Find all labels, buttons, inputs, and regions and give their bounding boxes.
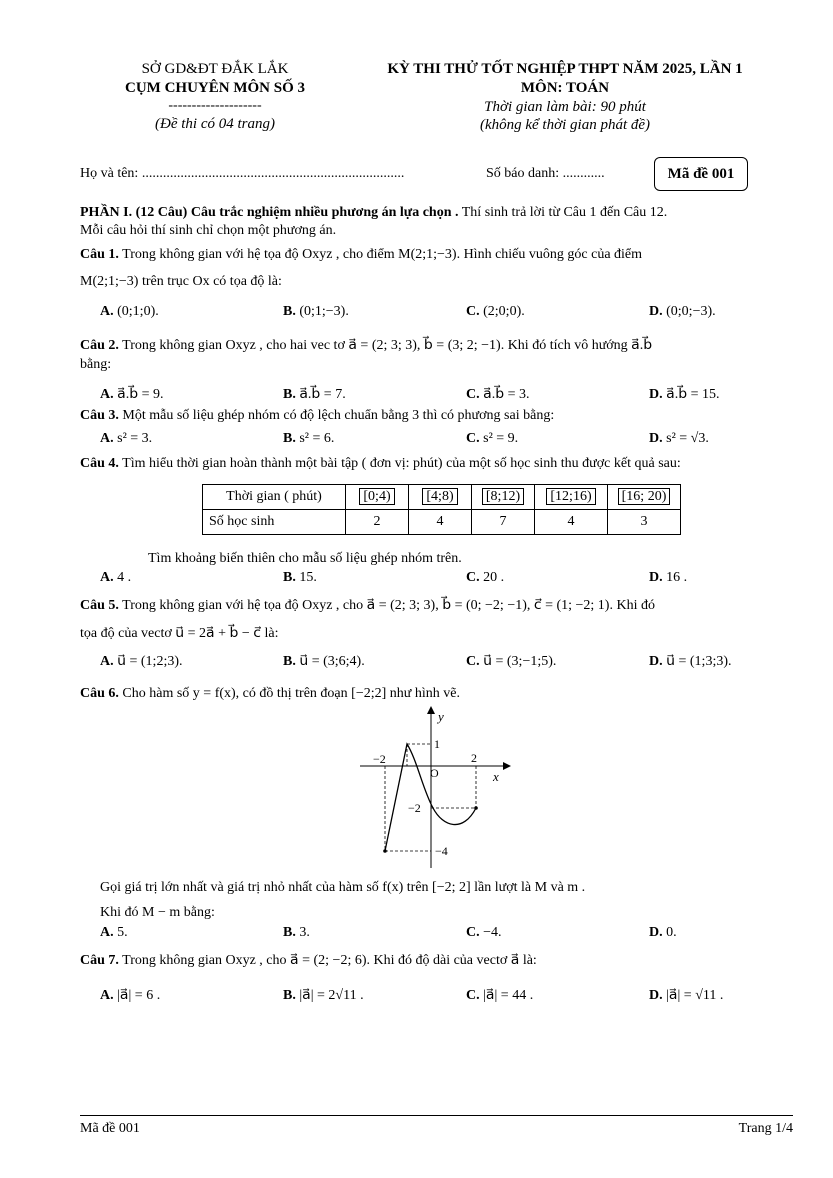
student-name-field: Họ và tên: ........................................................................... (80, 166, 405, 181)
table-cell: [4;8) (409, 485, 472, 510)
page-count-note: (Đề thi có 04 trang) (155, 116, 275, 132)
table-cell: [16; 20) (608, 485, 681, 510)
tick-label: −4 (435, 844, 448, 858)
dept-name: SỞ GD&ĐT ĐẮK LẮK (141, 61, 289, 77)
q6-question-line1: Gọi giá trị lớn nhất và giá trị nhỏ nhất của hàm số f(x) trên [−2; 2] lần lượt là M và m . (100, 880, 586, 895)
table-cell: 2 (346, 510, 409, 535)
time-note: (không kể thời gian phát đề) (479, 117, 651, 133)
table-cell: 4 (535, 510, 608, 535)
table-cell: [0;4) (346, 485, 409, 510)
table-cell: 4 (409, 510, 472, 535)
tick-label: 2 (471, 751, 477, 765)
table-cell: [8;12) (472, 485, 535, 510)
q5-stem-line1 (80, 597, 655, 614)
q5-option-b[interactable]: B. u⃗ = (3;6;4). (283, 654, 365, 669)
q4-option-b[interactable]: B. 15. (283, 570, 317, 585)
q3-label: Câu 3. (80, 408, 119, 423)
q2-text1: Trong không gian Oxyz , cho hai vec tơ a⃗ = (2; 3; 3), b⃗ = (3; 2; −1). Khi đó tích vô hướng a⃗.b⃗ (118, 338, 653, 353)
q6-option-b[interactable]: B. 3. (283, 925, 310, 940)
time-allowed: Thời gian làm bài: 90 phút (484, 99, 646, 115)
q5-option-a[interactable]: A. u⃗ = (1;2;3). (100, 654, 183, 669)
q6-option-a[interactable]: A. 5. (100, 925, 128, 940)
origin-label: O (430, 766, 439, 780)
q7-option-a[interactable]: A. |a⃗| = 6 . (100, 988, 161, 1003)
q1-option-a[interactable]: A. (0;1;0). (100, 304, 159, 319)
q1-option-c[interactable]: C. (2;0;0). (466, 304, 525, 319)
q6-question-line2: Khi đó M − m bằng: (100, 905, 215, 920)
table-cell: 7 (472, 510, 535, 535)
q7-option-b[interactable]: B. |a⃗| = 2√11 . (283, 988, 364, 1003)
exam-code-box (654, 157, 748, 191)
q4-option-a[interactable]: A. 4 . (100, 570, 132, 585)
tick-label: 1 (434, 737, 440, 751)
table-header-count: Số học sinh (203, 510, 346, 535)
table-cell: 3 (608, 510, 681, 535)
q4-text1: Tìm hiểu thời gian hoàn thành một bài tập ( đơn vị: phút) của một số học sinh thu được kết quả sau: (118, 456, 681, 471)
q6-label: Câu 6. (80, 686, 119, 701)
tick-label: −2 (408, 801, 421, 815)
student-id-field: Số báo danh: ............ (486, 166, 605, 181)
cluster-name: CỤM CHUYÊN MÔN SỐ 3 (125, 80, 305, 96)
table-cell: [12;16) (535, 485, 608, 510)
exam-code: Mã đề 001 (667, 165, 735, 182)
q7-option-c[interactable]: C. |a⃗| = 44 . (466, 988, 534, 1003)
q4-option-d[interactable]: D. 16 . (649, 570, 688, 585)
q5-text1: Trong không gian với hệ tọa độ Oxyz , cho a⃗ = (2; 3; 3), b⃗ = (0; −2; −1), c⃗ = (1; −2; 1). Khi đó (118, 598, 655, 613)
table-header-time: Thời gian ( phút) (203, 485, 346, 510)
q7-label: Câu 7. (80, 953, 119, 968)
q6-option-d[interactable]: D. 0. (649, 925, 677, 940)
q1-option-d[interactable]: D. (0;0;−3). (649, 304, 716, 319)
frequency-table (202, 484, 681, 535)
footer-divider (80, 1115, 793, 1116)
q6-text1: Cho hàm số y = f(x), có đồ thị trên đoạn [−2;2] như hình vẽ. (118, 686, 460, 701)
tick-label: −2 (373, 752, 386, 766)
q1-stem-line1 (80, 247, 642, 263)
footer-exam-code: Mã đề 001 (80, 1121, 140, 1136)
q5-label: Câu 5. (80, 598, 119, 613)
q4-question: Tìm khoảng biến thiên cho mẫu số liệu ghép nhóm trên. (148, 551, 462, 566)
part1-title-rest: Thí sinh trả lời từ Câu 1 đến Câu 12. (458, 205, 668, 220)
q3-stem (80, 408, 554, 424)
q1-stem-line2: M(2;1;−3) trên trục Ox có tọa độ là: (80, 274, 282, 289)
q3-option-b[interactable]: B. s² = 6. (283, 431, 335, 446)
q1-text1: Trong không gian với hệ tọa độ Oxyz , cho điểm M(2;1;−3). Hình chiếu vuông góc của điểm (118, 247, 643, 262)
q2-stem-line2: bằng: (80, 357, 112, 372)
q4-stem (80, 456, 681, 472)
table-row (203, 510, 681, 535)
q3-text1: Một mẫu số liệu ghép nhóm có độ lệch chuẩn bằng 3 thì có phương sai bằng: (118, 408, 555, 423)
q2-option-b[interactable]: B. a⃗.b⃗ = 7. (283, 387, 346, 402)
q2-option-a[interactable]: A. a⃗.b⃗ = 9. (100, 387, 164, 402)
q7-option-d[interactable]: D. |a⃗| = √11 . (649, 988, 724, 1003)
q2-label: Câu 2. (80, 338, 119, 353)
exam-title: KỲ THI THỬ TỐT NGHIỆP THPT NĂM 2025, LẦN 1 (387, 61, 743, 77)
q7-stem (80, 952, 537, 969)
part1-instruction: Mỗi câu hỏi thí sinh chỉ chọn một phương án. (80, 223, 337, 238)
q2-option-d[interactable]: D. a⃗.b⃗ = 15. (649, 387, 720, 402)
q6-option-c[interactable]: C. −4. (466, 925, 502, 940)
q3-option-a[interactable]: A. s² = 3. (100, 431, 153, 446)
header-left (90, 60, 340, 134)
q7-text1: Trong không gian Oxyz , cho a⃗ = (2; −2; 6). Khi đó độ dài của vectơ a⃗ là: (118, 953, 537, 968)
table-row (203, 485, 681, 510)
q5-option-d[interactable]: D. u⃗ = (1;3;3). (649, 654, 732, 669)
header-right (350, 60, 780, 135)
q4-option-c[interactable]: C. 20 . (466, 570, 505, 585)
part1-title (80, 205, 667, 221)
q2-stem-line1 (80, 337, 652, 354)
q3-option-c[interactable]: C. s² = 9. (466, 431, 519, 446)
q5-option-c[interactable]: C. u⃗ = (3;−1;5). (466, 654, 557, 669)
q2-option-c[interactable]: C. a⃗.b⃗ = 3. (466, 387, 530, 402)
q3-option-d[interactable]: D. s² = √3. (649, 431, 709, 446)
q1-option-b[interactable]: B. (0;1;−3). (283, 304, 349, 319)
part1-title-bold: PHẦN I. (12 Câu) Câu trắc nghiệm nhiều phương án lựa chọn . (80, 205, 459, 220)
q1-label: Câu 1. (80, 247, 119, 262)
y-axis-label: y (438, 709, 444, 724)
q5-stem-line2: tọa độ của vectơ u⃗ = 2a⃗ + b⃗ − c⃗ là: (80, 626, 279, 641)
subject-name: MÔN: TOÁN (520, 80, 610, 96)
x-axis-label: x (493, 769, 499, 784)
header-dashes: -------------------- (168, 98, 262, 113)
footer-page-number: Trang 1/4 (738, 1121, 793, 1136)
q4-label: Câu 4. (80, 456, 119, 471)
q6-stem (80, 686, 460, 702)
function-graph (355, 705, 515, 870)
